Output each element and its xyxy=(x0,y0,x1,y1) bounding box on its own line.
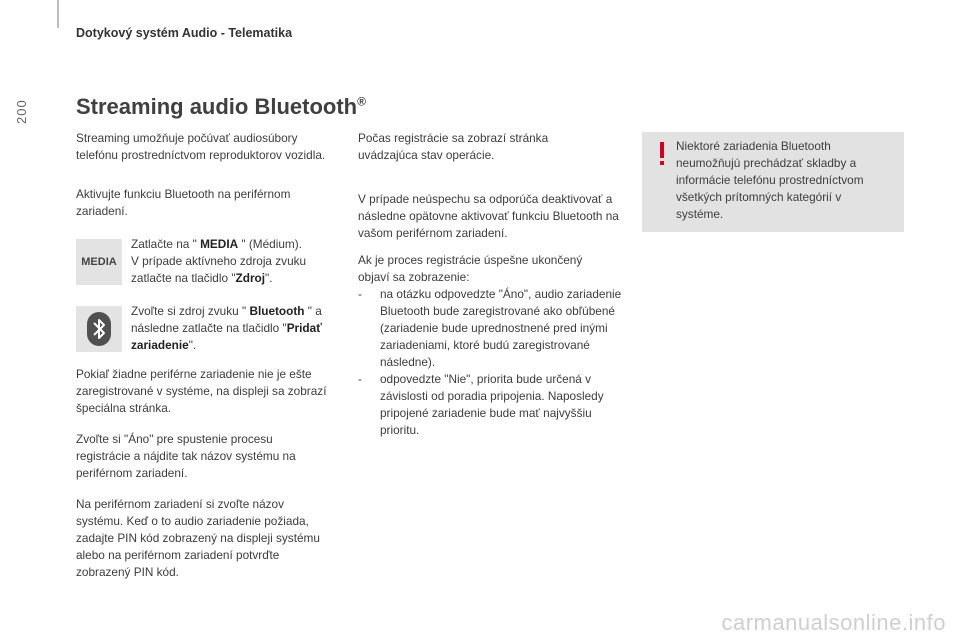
intro-paragraph: Streaming umožňuje počúvať audiosúbory telefónu prostredníctvom reproduktorov vozidla. xyxy=(76,131,326,162)
list-item xyxy=(358,371,623,439)
activate-paragraph: Aktivujte funkciu Bluetooth na periférnom zariadení. xyxy=(76,187,291,218)
bluetooth-icon xyxy=(87,312,111,346)
step-bt-text-1: Zvoľte si zdroj zvuku " xyxy=(131,304,250,318)
step-media xyxy=(131,236,331,287)
watermark: carmanualsonline.info xyxy=(721,610,946,635)
choose-yes-paragraph: Zvoľte si "Áno" pre spustenie procesu registrácie a nájdite tak názov systému na periférnom zariadení. xyxy=(76,432,296,480)
step-bt-bold-bluetooth: Bluetooth xyxy=(249,304,305,318)
section-header: Dotykový systém Audio - Telematika xyxy=(76,26,293,40)
success-paragraph: Ak je proces registrácie úspešne ukončený objaví sa zobrazenie: xyxy=(358,253,583,284)
pin-paragraph: Na periférnom zariadení si zvoľte názov systému. Keď o to audio zariadenie požiada, zadajte PIN kód zobrazený na displeji systému alebo na periférnom zariadení potvrďte zobrazený PIN kód. xyxy=(76,497,320,579)
list-dash: - xyxy=(358,372,362,386)
step-media-text-2: " (Médium). xyxy=(238,237,302,251)
step-bt-bold-add-device: Pridať zariadenie xyxy=(131,321,322,352)
step-bt-text-3: ". xyxy=(188,338,197,352)
warning-text: Niektoré zariadenia Bluetooth neumožňujú prechádzať skladby a informácie telefónu prostredníctvom všetkých prítomných kategórií v systéme. xyxy=(676,139,864,221)
no-device-paragraph: Pokiaľ žiadne periférne zariadenie nie je ešte zaregistrované v systéme, na displeji sa zobrazí špeciálna stránka. xyxy=(76,367,327,415)
step-bt-text-2: " a následne zatlačte na tlačidlo " xyxy=(131,304,322,335)
bluetooth-source-icon xyxy=(76,306,122,352)
registered-mark: ® xyxy=(357,94,366,109)
success-options-list xyxy=(358,286,623,439)
step-media-bold-media: MEDIA xyxy=(200,237,239,251)
warning-box xyxy=(642,132,904,232)
list-item xyxy=(358,286,623,371)
exclamation-icon xyxy=(656,142,668,166)
registration-status-paragraph: Počas registrácie sa zobrazí stránka uvádzajúca stav operácie. xyxy=(358,131,549,162)
list-item-text: na otázku odpovedzte "Áno", audio zariadenie Bluetooth bude zaregistrované ako obľúbené (zariadenie bude uprednostnené pred inými zariadeniami, ktoré budú zaregistrované následne). xyxy=(380,287,622,369)
page-number-holder xyxy=(14,84,28,124)
media-button-icon xyxy=(76,239,122,285)
media-icon-label: MEDIA xyxy=(81,256,117,268)
step-bluetooth xyxy=(131,303,341,354)
page-number: 200 xyxy=(14,99,29,124)
list-item-text: odpovedzte "Nie", priorita bude určená v závislosti od poradia pripojenia. Naposledy pripojené zariadenie bude mať najvyššiu prioritu. xyxy=(380,372,604,437)
step-media-text-4: ". xyxy=(265,271,273,285)
step-media-text-1: Zatlačte na " xyxy=(131,237,201,251)
step-media-text-3: V prípade aktívneho zdroja zvuku zatlačte na tlačidlo " xyxy=(131,254,307,285)
page-title xyxy=(76,94,366,120)
list-dash: - xyxy=(358,287,362,301)
side-rule xyxy=(57,0,59,28)
step-media-bold-source: Zdroj xyxy=(235,271,266,285)
page-title-text: Streaming audio Bluetooth xyxy=(76,94,358,119)
failure-paragraph: V prípade neúspechu sa odporúča deaktivovať a následne opätovne aktivovať funkciu Bluetooth na vašom periférnom zariadení. xyxy=(358,192,619,240)
